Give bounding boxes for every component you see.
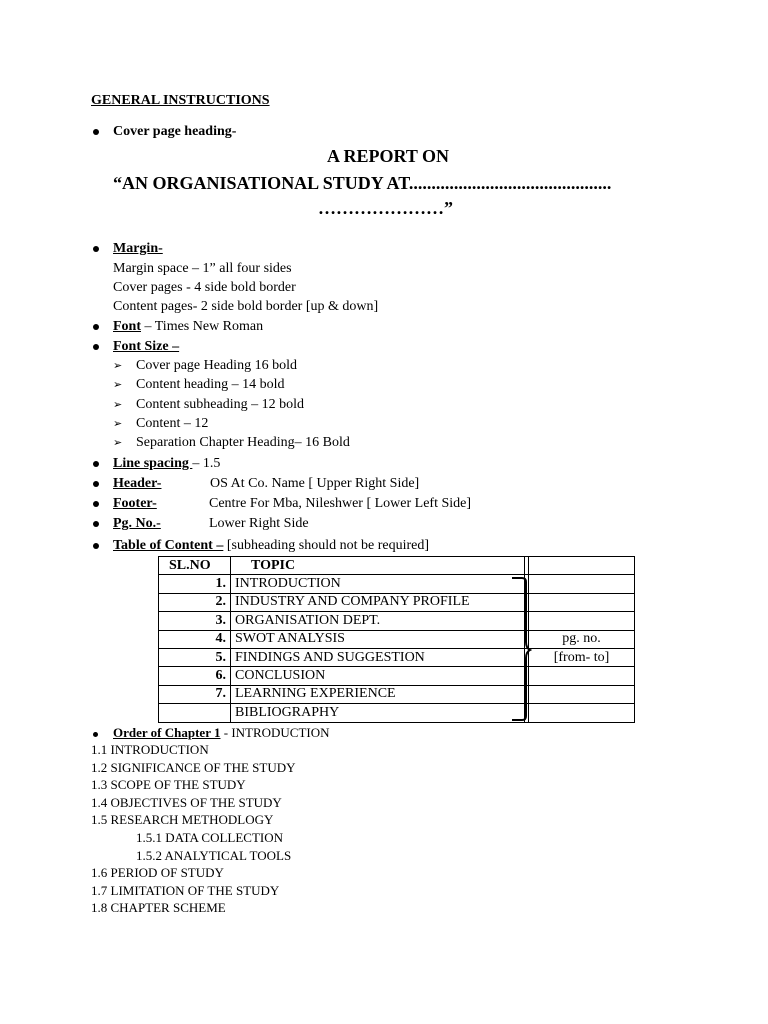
table-row [159, 575, 635, 593]
order-label: Order of Chapter 1 [113, 725, 221, 740]
sl-cell: 2. [159, 593, 231, 611]
cover-heading-line1: A REPORT ON [327, 146, 450, 166]
topic-cell: ORGANISATION DEPT. [231, 612, 525, 630]
table-cell [529, 575, 635, 593]
page-note-1: pg. no. [529, 630, 635, 648]
topic-cell: INTRODUCTION [231, 575, 525, 593]
font-row [113, 320, 263, 334]
chapter-item: 1.7 LIMITATION OF THE STUDY [91, 883, 280, 898]
table-row [159, 612, 635, 630]
pgno-label: Pg. No.- [113, 516, 161, 531]
topic-cell: LEARNING EXPERIENCE [231, 685, 525, 703]
bullet [93, 129, 99, 135]
chapter-subitem: 1.5.1 DATA COLLECTION [136, 830, 284, 845]
order-value: - INTRODUCTION [220, 725, 330, 740]
sl-cell: 1. [159, 575, 231, 593]
table-cell [529, 667, 635, 685]
col-topic-header: TOPIC [231, 557, 525, 575]
sl-cell: 4. [159, 630, 231, 648]
table-cell [529, 557, 635, 575]
table-row [159, 704, 635, 722]
table-row [159, 685, 635, 703]
table-cell [529, 685, 635, 703]
arrow-bullet-icon: ➢ [113, 399, 123, 411]
bullet [93, 246, 99, 252]
pgno-value: Lower Right Side [209, 516, 309, 531]
table-row [159, 630, 635, 648]
toc-row [113, 539, 429, 553]
bullet [93, 543, 99, 549]
font-value: – Times New Roman [141, 319, 264, 334]
sl-cell: 5. [159, 648, 231, 666]
arrow-bullet-icon: ➢ [113, 437, 123, 449]
table-cell [529, 612, 635, 630]
header-value: OS At Co. Name [ Upper Right Side] [210, 476, 420, 491]
line-spacing-label: Line spacing [113, 456, 193, 471]
table-row [159, 593, 635, 611]
arrow-bullet-icon: ➢ [113, 418, 123, 430]
margin-line: Cover pages - 4 side bold border [113, 280, 296, 295]
chapter-item: 1.4 OBJECTIVES OF THE STUDY [91, 795, 282, 810]
chapter-item: 1.2 SIGNIFICANCE OF THE STUDY [91, 760, 296, 775]
table-cell [529, 704, 635, 722]
document-title: GENERAL INSTRUCTIONS [91, 93, 270, 108]
margin-line: Content pages- 2 side bold border [up & down] [113, 299, 379, 314]
line-spacing-value: – 1.5 [192, 456, 221, 471]
font-size-item: Separation Chapter Heading– 16 Bold [136, 435, 350, 450]
sl-cell: 6. [159, 667, 231, 685]
font-label: Font [113, 319, 141, 334]
cover-label: Cover page heading- [113, 124, 237, 139]
chapter-item: 1.6 PERIOD OF STUDY [91, 865, 224, 880]
table-header-row [159, 557, 635, 575]
cover-heading-line2: “AN ORGANISATIONAL STUDY AT............................................. [113, 173, 612, 193]
margin-line: Margin space – 1” all four sides [113, 261, 292, 276]
chapter-item: 1.5 RESEARCH METHODLOGY [91, 812, 274, 827]
col-sl-header: SL.NO [159, 557, 231, 575]
table-row [159, 648, 635, 666]
cover-heading-line3: …………………” [318, 198, 453, 218]
margin-label: Margin- [113, 241, 163, 256]
sl-cell: 3. [159, 612, 231, 630]
topic-cell: BIBLIOGRAPHY [231, 704, 525, 722]
font-size-label: Font Size – [113, 339, 180, 354]
bullet [93, 521, 99, 527]
font-size-item: Content subheading – 12 bold [136, 397, 304, 412]
topic-cell: INDUSTRY AND COMPANY PROFILE [231, 593, 525, 611]
chapter-item: 1.8 CHAPTER SCHEME [91, 900, 226, 915]
footer-label: Footer- [113, 496, 157, 511]
font-size-item: Content heading – 14 bold [136, 377, 285, 392]
bullet [93, 501, 99, 507]
toc-table [158, 556, 635, 723]
topic-cell: SWOT ANALYSIS [231, 630, 525, 648]
bullet [93, 324, 99, 330]
toc-value: [subheading should not be required] [223, 538, 430, 553]
arrow-bullet-icon: ➢ [113, 360, 123, 372]
bullet [93, 344, 99, 350]
footer-value: Centre For Mba, Nileshwer [ Lower Left Side] [209, 496, 472, 511]
sl-cell: 7. [159, 685, 231, 703]
order-row [113, 726, 330, 739]
bullet [93, 461, 99, 467]
sl-cell [159, 704, 231, 722]
table-cell [529, 593, 635, 611]
chapter-item: 1.1 INTRODUCTION [91, 742, 209, 757]
topic-cell: CONCLUSION [231, 667, 525, 685]
topic-cell: FINDINGS AND SUGGESTION [231, 648, 525, 666]
bullet [93, 732, 98, 737]
header-label: Header- [113, 476, 162, 491]
table-row [159, 667, 635, 685]
font-size-item: Cover page Heading 16 bold [136, 358, 297, 373]
bullet [93, 481, 99, 487]
arrow-bullet-icon: ➢ [113, 379, 123, 391]
chapter-item: 1.3 SCOPE OF THE STUDY [91, 777, 246, 792]
page-note-2: [from- to] [529, 648, 635, 666]
toc-label: Table of Content – [113, 538, 224, 553]
font-size-item: Content – 12 [136, 416, 209, 431]
curly-brace-icon [508, 574, 532, 724]
chapter-subitem: 1.5.2 ANALYTICAL TOOLS [136, 848, 292, 863]
line-spacing-row [113, 457, 220, 471]
